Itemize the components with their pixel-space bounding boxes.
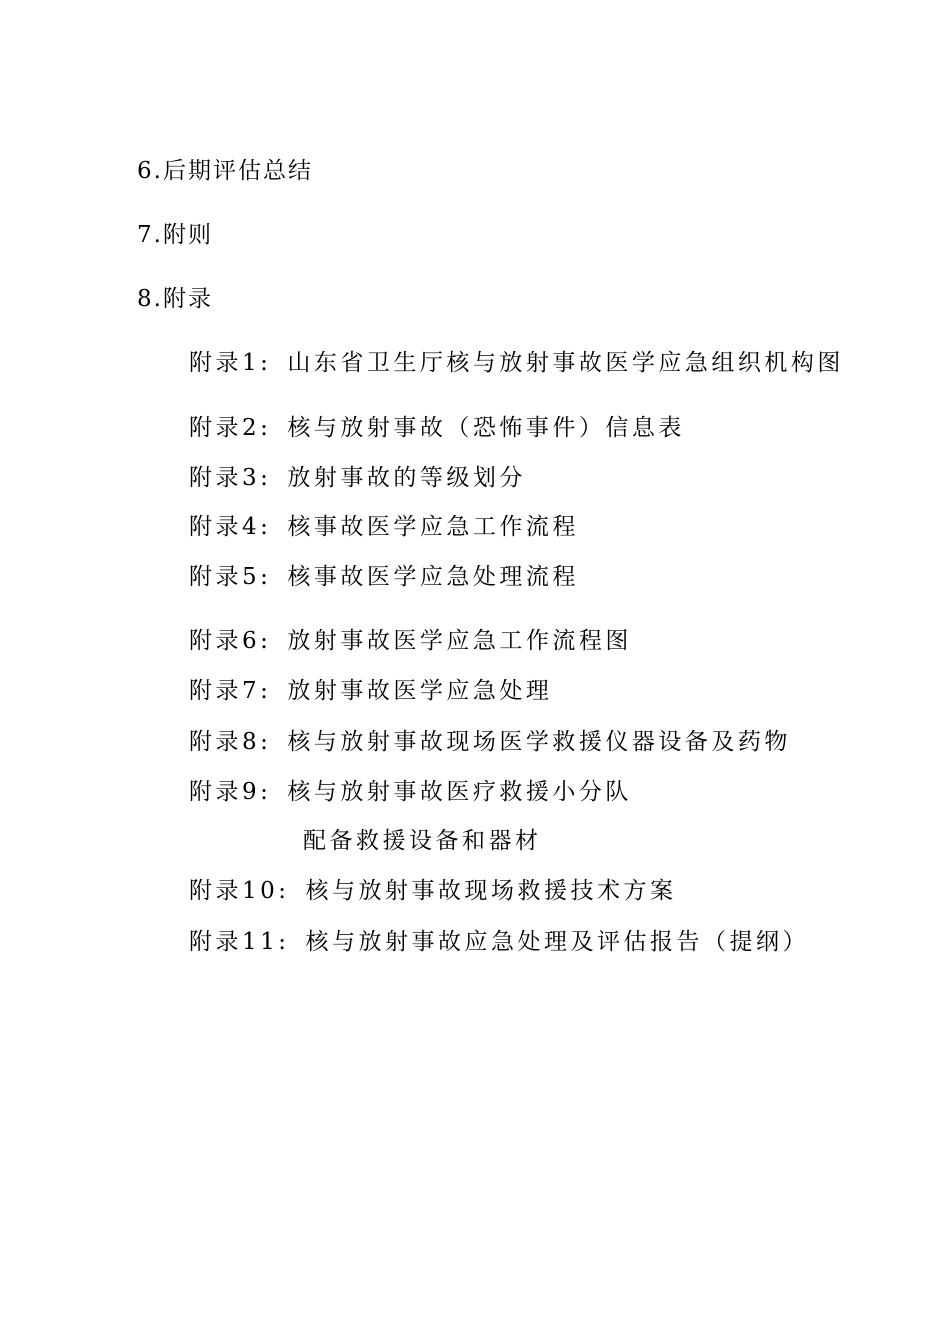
appendix-title: 放射事故的等级划分 bbox=[287, 465, 526, 491]
appendix-title: 核与放射事故（恐怖事件）信息表 bbox=[287, 415, 685, 441]
appendix-item bbox=[189, 463, 526, 493]
appendix-item bbox=[189, 927, 809, 957]
appendix-title: 放射事故医学应急处理 bbox=[287, 678, 553, 704]
appendix-label: 附录9: bbox=[189, 779, 272, 805]
appendix-label: 附录5: bbox=[189, 564, 272, 590]
appendix-title: 放射事故医学应急工作流程图 bbox=[287, 628, 632, 654]
appendix-title: 核事故医学应急处理流程 bbox=[287, 564, 579, 590]
appendix-item bbox=[189, 413, 685, 443]
appendix-item bbox=[189, 626, 632, 656]
appendix-title: 核与放射事故现场救援技术方案 bbox=[305, 878, 677, 904]
appendix-item bbox=[189, 676, 552, 706]
section-heading: 6.后期评估总结 bbox=[137, 158, 313, 184]
appendix-title: 核与放射事故现场医学救援仪器设备及药物 bbox=[287, 729, 791, 755]
appendix-item bbox=[189, 348, 844, 378]
appendix-label: 附录8: bbox=[189, 729, 272, 755]
appendix-label: 附录7: bbox=[189, 678, 272, 704]
appendix-label: 附录2: bbox=[189, 415, 272, 441]
appendix-item bbox=[189, 512, 579, 542]
section-heading: 7.附则 bbox=[137, 222, 213, 248]
section-heading: 8.附录 bbox=[137, 286, 213, 312]
appendix-label: 附录10: bbox=[189, 878, 290, 904]
appendix-title: 核事故医学应急工作流程 bbox=[287, 514, 579, 540]
appendix-title-continuation: 配备救援设备和器材 bbox=[303, 828, 542, 854]
appendix-label: 附录1: bbox=[189, 350, 272, 376]
appendix-label: 附录6: bbox=[189, 628, 272, 654]
appendix-item bbox=[189, 876, 677, 906]
appendix-title: 山东省卫生厅核与放射事故医学应急组织机构图 bbox=[287, 350, 844, 376]
appendix-item bbox=[189, 562, 579, 592]
appendix-item bbox=[189, 727, 791, 757]
appendix-label: 附录11: bbox=[189, 929, 290, 955]
appendix-label: 附录3: bbox=[189, 465, 272, 491]
appendix-label: 附录4: bbox=[189, 514, 272, 540]
appendix-title: 核与放射事故应急处理及评估报告（提纲） bbox=[305, 929, 810, 955]
appendix-title: 核与放射事故医疗救援小分队 bbox=[287, 779, 632, 805]
appendix-item bbox=[189, 777, 632, 807]
